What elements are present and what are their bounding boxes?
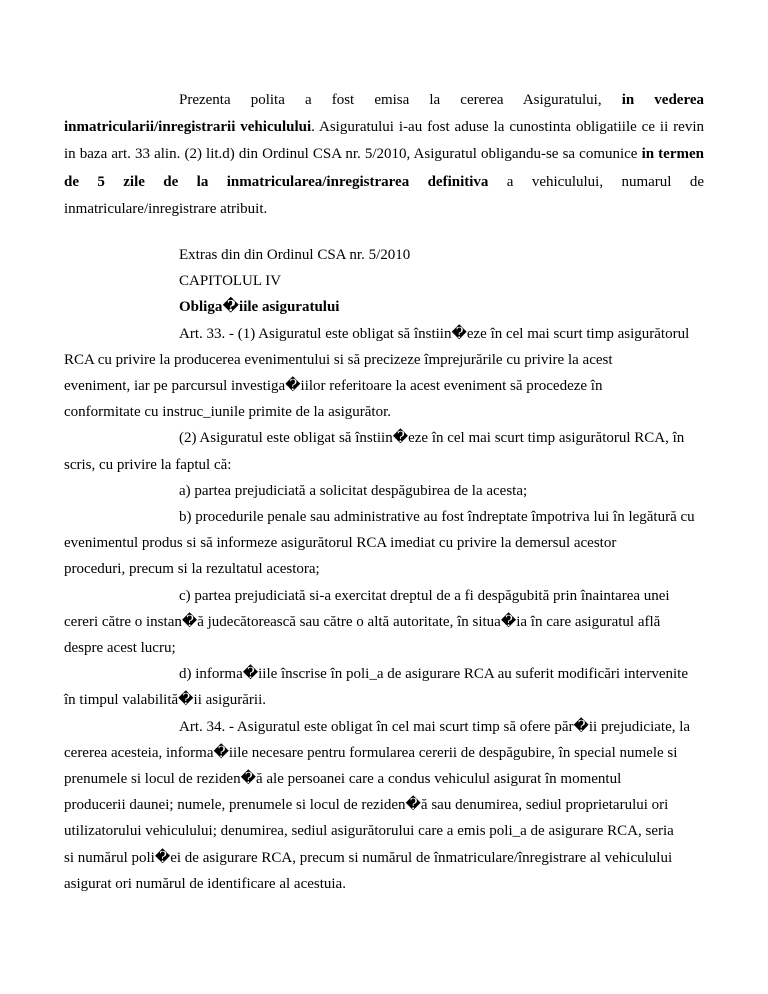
article-line: proceduri, precum si la rezultatul acestora;: [64, 561, 320, 578]
article-line: scris, cu privire la faptul că:: [64, 456, 232, 473]
article-line: cererea acesteia, informa�iile necesare pentru formularea cererii de despăgubire, în special numele si: [64, 744, 678, 761]
intro-text-1: Prezenta polita a fost emisa la cererea Asiguratului,: [179, 92, 622, 108]
intro-bold-1: in vederea inmatricularii/inregistrarii vehiculului: [64, 92, 704, 136]
chapter-title: CAPITOLUL IV: [179, 273, 282, 290]
article-line: cereri către o instan�ă judecătorească sau către o altă autoritate, în situa�ia în care asiguratul află: [64, 613, 661, 630]
article-line: despre acest lucru;: [64, 640, 176, 657]
section-heading-text: Obliga�iile asiguratului: [179, 299, 340, 316]
article-line: producerii daunei; numele, prenumele si locul de reziden�ă sau denumirea, sediul proprietarului ori: [64, 797, 669, 814]
article-line: Art. 34. - Asiguratul este obligat în cel mai scurt timp să ofere păr�ii prejudiciate, la: [179, 718, 691, 735]
article-line: utilizatorului vehiculului; denumirea, sediul asigurătorului care a emis poli_a de asigurare RCA, seria: [64, 823, 674, 840]
article-line: si numărul poli�ei de asigurare RCA, precum si numărul de înmatriculare/înregistrare al vehiculului: [64, 849, 673, 866]
article-line: asigurat ori numărul de identificare al acestuia.: [64, 875, 346, 892]
article-line: prenumele si locul de reziden�ă ale persoanei care a condus vehiculul asigurat în momentul: [64, 771, 622, 788]
article-line: (2) Asiguratul este obligat să înstiin�eze în cel mai scurt timp asigurătorul RCA, în: [179, 430, 685, 447]
article-line: eveniment, iar pe parcursul investiga�iilor referitoare la acest eveniment să procedeze în: [64, 378, 603, 395]
intro-paragraph: [64, 87, 704, 223]
article-line: în timpul valabilită�ii asigurării.: [64, 692, 267, 709]
intro-text-2: . Asiguratului i-au fost aduse la cunostinta obligatiile ce ii revin in baza art. 33 alin. (2) lit.d) din Ordinul CSA nr. 5/2010, Asiguratul obligandu-se sa comunice: [64, 119, 704, 163]
extract-section: [64, 242, 704, 897]
article-line: RCA cu privire la producerea evenimentului si să precizeze împrejurările cu privire la acest: [64, 351, 613, 368]
extract-source: Extras din din Ordinul CSA nr. 5/2010: [179, 247, 411, 263]
article-line: Art. 33. - (1) Asiguratul este obligat să înstiin�eze în cel mai scurt timp asigurătorul: [179, 325, 690, 342]
article-line: c) partea prejudiciată si-a exercitat dreptul de a fi despăgubită prin înaintarea unei: [179, 587, 670, 604]
article-line: a) partea prejudiciată a solicitat despăgubirea de la acesta;: [179, 482, 528, 499]
article-line: b) procedurile penale sau administrative au fost îndreptate împotriva lui în legătură cu: [179, 509, 695, 526]
article-line: d) informa�iile înscrise în poli_a de asigurare RCA au suferit modificări intervenite: [179, 666, 688, 683]
article-line: conformitate cu instruc_iunile primite de la asigurător.: [64, 404, 391, 421]
intro-text-3: a vehiculului, numarul de inmatriculare/inregistrare atribuit.: [64, 173, 704, 217]
article-line: evenimentul produs si să informeze asigurătorul RCA imediat cu privire la demersul acestor: [64, 535, 617, 552]
intro-bold-2: in termen de 5 zile de la inmatricularea/inregistrarea definitiva: [64, 146, 704, 190]
section-heading: [64, 294, 704, 320]
